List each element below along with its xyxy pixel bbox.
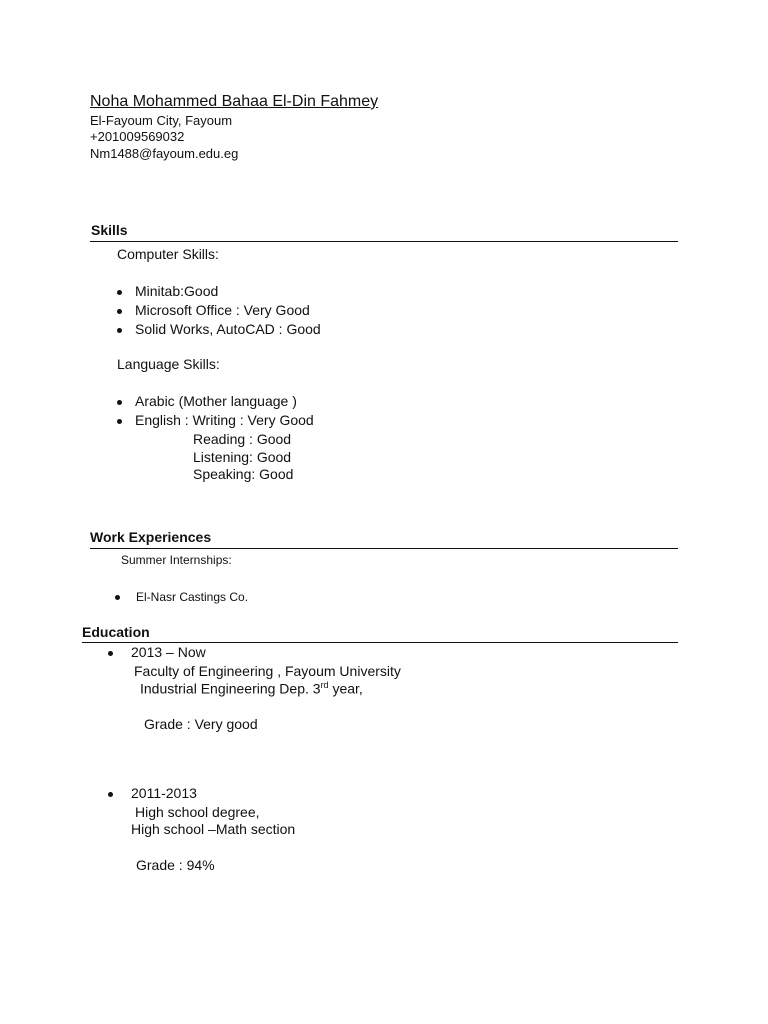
bullet-icon: [108, 651, 113, 656]
bullet-icon: [115, 595, 120, 600]
work-divider: [90, 548, 678, 549]
work-heading: Work Experiences: [90, 529, 212, 545]
bullet-icon: [117, 419, 122, 424]
skill-item-minitab: Minitab:Good: [135, 283, 219, 299]
language-skills-title: Language Skills:: [117, 356, 220, 372]
email-text: Nm1488@fayoum.edu.eg: [90, 146, 239, 161]
address-text: El-Fayoum City, Fayoum: [90, 113, 233, 128]
skill-item-office: Microsoft Office : Very Good: [135, 302, 310, 318]
language-item-arabic: Arabic (Mother language ): [135, 393, 297, 409]
internships-title: Summer Internships:: [121, 553, 232, 567]
education-grade-university: Grade : Very good: [144, 716, 258, 732]
resume-name: Noha Mohammed Bahaa El-Din Fahmey: [90, 93, 379, 110]
education-department: Industrial Engineering Dep. 3rd year,: [140, 680, 363, 697]
skills-divider: [90, 241, 678, 242]
english-listening: Listening: Good: [193, 449, 292, 465]
education-grade-highschool: Grade : 94%: [136, 857, 215, 873]
skills-heading: Skills: [91, 222, 128, 238]
education-section-highschool: High school –Math section: [131, 821, 296, 837]
education-institution-highschool: High school degree,: [135, 804, 260, 820]
bullet-icon: [108, 792, 113, 797]
bullet-icon: [117, 309, 122, 314]
education-divider: [82, 642, 678, 643]
computer-skills-title: Computer Skills:: [117, 246, 219, 262]
education-period-highschool: 2011-2013: [131, 785, 197, 801]
english-reading: Reading : Good: [193, 431, 292, 447]
work-item: El-Nasr Castings Co.: [136, 590, 249, 604]
education-heading: Education: [82, 624, 150, 640]
phone-text: +201009569032: [90, 129, 185, 144]
english-speaking: Speaking: Good: [193, 466, 294, 482]
language-item-english: English : Writing : Very Good: [135, 412, 314, 428]
bullet-icon: [117, 328, 122, 333]
skill-item-cad: Solid Works, AutoCAD : Good: [135, 321, 321, 337]
bullet-icon: [117, 290, 122, 295]
education-institution-university: Faculty of Engineering , Fayoum University: [134, 663, 401, 679]
bullet-icon: [117, 400, 122, 405]
education-period-university: 2013 – Now: [131, 644, 206, 660]
